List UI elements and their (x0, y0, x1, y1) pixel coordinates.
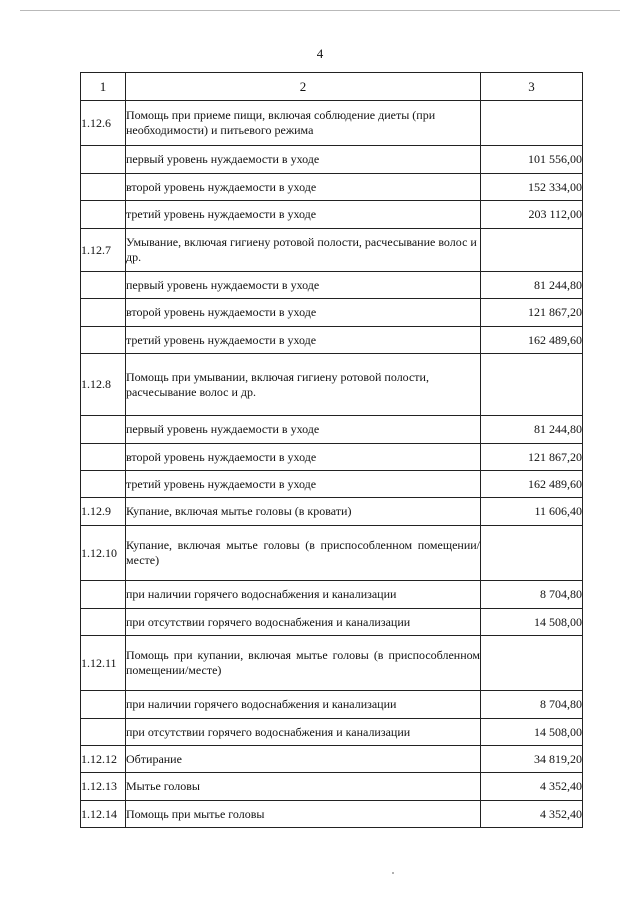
row-title: Умывание, включая гигиену ротовой полости, расчесывание волос и др. (126, 229, 481, 272)
table-row (81, 498, 583, 526)
table-row (81, 719, 583, 746)
row-label: третий уровень нуждаемости в уходе (126, 471, 481, 498)
row-value: 34 819,20 (481, 746, 583, 773)
table-row (81, 444, 583, 471)
table-row (81, 354, 583, 416)
table-row (81, 201, 583, 229)
row-value-empty (481, 526, 583, 581)
row-label: при отсутствии горячего водоснабжения и канализации (126, 719, 481, 746)
column-header-3: 3 (481, 73, 583, 101)
column-header-1: 1 (81, 73, 126, 101)
row-value: 121 867,20 (481, 444, 583, 471)
row-label: при наличии горячего водоснабжения и канализации (126, 691, 481, 719)
table-row (81, 229, 583, 272)
row-code: 1.12.9 (81, 498, 126, 526)
row-title: Купание, включая мытье головы (в приспособленном помещении/месте) (126, 526, 481, 581)
table-row (81, 636, 583, 691)
table-row (81, 609, 583, 636)
table-row (81, 299, 583, 327)
table-row (81, 691, 583, 719)
row-value-empty (481, 636, 583, 691)
row-code: 1.12.8 (81, 354, 126, 416)
row-label: второй уровень нуждаемости в уходе (126, 174, 481, 201)
page-number: 4 (316, 46, 324, 61)
row-value: 4 352,40 (481, 773, 583, 801)
table-row (81, 526, 583, 581)
row-value: 4 352,40 (481, 801, 583, 828)
table-row (81, 773, 583, 801)
row-code: 1.12.7 (81, 229, 126, 272)
row-value: 8 704,80 (481, 581, 583, 609)
row-title: Помощь при приеме пищи, включая соблюдение диеты (при необходимости) и питьевого режима (126, 101, 481, 146)
row-code: 1.12.6 (81, 101, 126, 146)
row-value: 162 489,60 (481, 471, 583, 498)
row-label: третий уровень нуждаемости в уходе (126, 327, 481, 354)
table-row (81, 272, 583, 299)
table-row (81, 801, 583, 828)
row-value: 14 508,00 (481, 719, 583, 746)
table-row (81, 146, 583, 174)
row-code: 1.12.14 (81, 801, 126, 828)
scan-artifact-line (20, 10, 620, 11)
row-title: Помощь при мытье головы (126, 801, 481, 828)
scan-speck (392, 872, 394, 874)
row-label: второй уровень нуждаемости в уходе (126, 444, 481, 471)
row-title: Купание, включая мытье головы (в кровати) (126, 498, 481, 526)
row-title: Мытье головы (126, 773, 481, 801)
row-value-empty (481, 101, 583, 146)
row-label: второй уровень нуждаемости в уходе (126, 299, 481, 327)
row-code: 1.12.13 (81, 773, 126, 801)
tariff-table (80, 72, 583, 828)
row-value-empty (481, 229, 583, 272)
table-row (81, 101, 583, 146)
table-row (81, 174, 583, 201)
row-value: 121 867,20 (481, 299, 583, 327)
row-label: первый уровень нуждаемости в уходе (126, 416, 481, 444)
row-label: первый уровень нуждаемости в уходе (126, 272, 481, 299)
table-row (81, 327, 583, 354)
row-code: 1.12.11 (81, 636, 126, 691)
table-row (81, 471, 583, 498)
row-value: 81 244,80 (481, 416, 583, 444)
row-label: третий уровень нуждаемости в уходе (126, 201, 481, 229)
row-value: 81 244,80 (481, 272, 583, 299)
row-value: 14 508,00 (481, 609, 583, 636)
row-label: первый уровень нуждаемости в уходе (126, 146, 481, 174)
row-title: Помощь при умывании, включая гигиену ротовой полости, расчесывание волос и др. (126, 354, 481, 416)
row-value: 162 489,60 (481, 327, 583, 354)
row-title: Обтирание (126, 746, 481, 773)
row-label: при отсутствии горячего водоснабжения и канализации (126, 609, 481, 636)
row-value: 8 704,80 (481, 691, 583, 719)
table-header-row (81, 73, 583, 101)
row-value-empty (481, 354, 583, 416)
row-value: 203 112,00 (481, 201, 583, 229)
row-label: при наличии горячего водоснабжения и канализации (126, 581, 481, 609)
column-header-2: 2 (126, 73, 481, 101)
table-row (81, 416, 583, 444)
table-row (81, 746, 583, 773)
row-code: 1.12.10 (81, 526, 126, 581)
row-value: 11 606,40 (481, 498, 583, 526)
row-code: 1.12.12 (81, 746, 126, 773)
row-value: 101 556,00 (481, 146, 583, 174)
table-row (81, 581, 583, 609)
row-title: Помощь при купании, включая мытье головы (в приспособленном помещении/месте) (126, 636, 481, 691)
row-value: 152 334,00 (481, 174, 583, 201)
